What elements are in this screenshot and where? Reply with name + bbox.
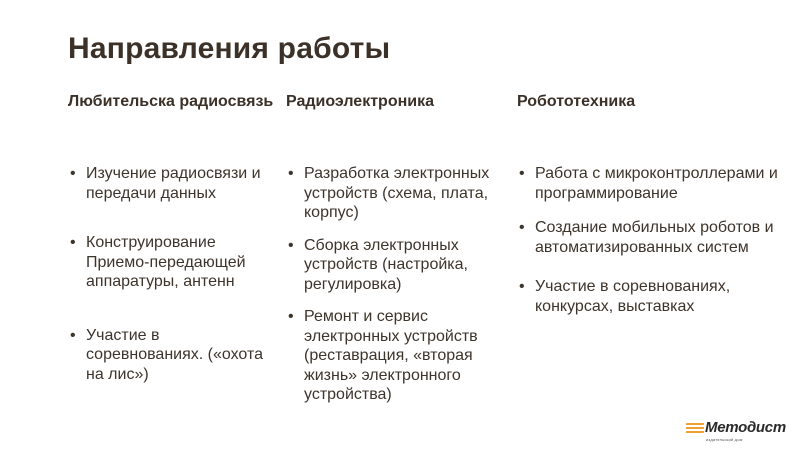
list-item (68, 164, 278, 203)
logo-name: Методист (705, 419, 786, 436)
list-item-text: Участие в соревнованиях. («охота на лис») (86, 326, 264, 383)
bullet-icon: • (70, 326, 76, 344)
list-item-text: Изучение радиосвязи и передачи данных (86, 165, 261, 202)
list-item-text: Конструирование Приемо-передающей аппаратуры, антенн (86, 234, 246, 290)
list-item (517, 277, 787, 316)
bullet-icon: • (288, 308, 294, 325)
bullet-list (286, 164, 516, 405)
column-heading: Любительска радиосвязь (68, 93, 274, 110)
list-item-text: Работа с микроконтроллерами и программирование (535, 165, 778, 202)
logo-stripes-icon (686, 423, 704, 435)
list-item (286, 307, 516, 405)
bullet-icon: • (519, 219, 525, 236)
column-radioelectronics (286, 92, 516, 418)
list-item-text: Ремонт и сервис электронных устройств (реставрация, «вторая жизнь» электронного устройства) (304, 308, 478, 403)
bullet-list (68, 164, 278, 384)
list-item (68, 233, 278, 292)
logo-subtitle: издательский дом (706, 437, 743, 442)
metodist-logo (686, 419, 786, 445)
list-item (517, 164, 787, 203)
column-amateur-radio (68, 92, 278, 414)
list-item (68, 326, 278, 385)
bullet-icon: • (288, 165, 294, 182)
bullet-icon: • (288, 236, 294, 254)
column-heading: Радиоэлектроника (286, 93, 434, 110)
list-item (286, 236, 516, 295)
column-robotics (517, 92, 787, 331)
bullet-icon: • (519, 278, 525, 295)
list-item-text: Сборка электронных устройств (настройка, регулировка) (304, 236, 468, 293)
column-heading: Робототехника (517, 93, 636, 110)
list-item-text: Создание мобильных роботов и автоматизированных систем (535, 219, 774, 256)
list-item-text: Участие в соревнованиях, конкурсах, выставках (535, 278, 731, 315)
list-item (286, 164, 516, 223)
bullet-list (517, 164, 787, 316)
bullet-icon: • (70, 165, 76, 182)
slide-title: Направления работы (68, 32, 391, 65)
list-item-text: Разработка электронных устройств (схема, плата, корпус) (304, 165, 490, 221)
list-item (517, 218, 787, 257)
bullet-icon: • (70, 234, 76, 251)
bullet-icon: • (519, 165, 525, 182)
